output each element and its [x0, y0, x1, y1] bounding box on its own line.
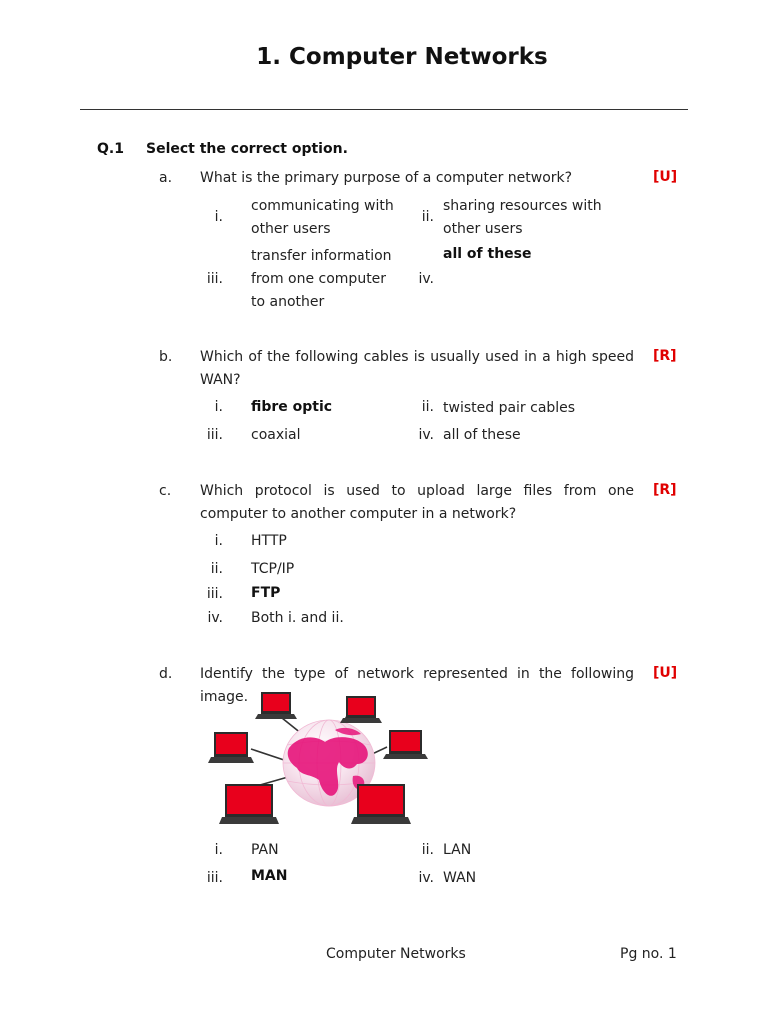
question-letter: b.	[159, 349, 173, 365]
question-letter: d.	[159, 666, 173, 682]
footer-title: Computer Networks	[326, 946, 466, 962]
cognitive-tag: [U]	[653, 169, 678, 185]
option-numeral: iii.	[206, 586, 223, 602]
laptop-icon	[351, 784, 411, 824]
option-text: TCP/IP	[251, 561, 295, 577]
option-numeral: iv.	[207, 610, 223, 626]
option-text: transfer information from one computer to another	[251, 248, 392, 310]
option-text-answer: MAN	[251, 868, 288, 884]
laptop-icon	[219, 784, 279, 824]
option-numeral: iv.	[418, 271, 434, 287]
option-numeral: i.	[214, 399, 223, 415]
question-heading: Select the correct option.	[146, 141, 348, 157]
cognitive-tag: [U]	[653, 665, 678, 681]
option-text: PAN	[251, 842, 279, 858]
option-numeral: iii.	[206, 271, 223, 287]
cognitive-tag: [R]	[653, 348, 677, 364]
option-text: communicating with other users	[251, 198, 394, 237]
question-letter: c.	[159, 483, 172, 499]
question-text: Which of the following cables is usually used in a high speed WAN?	[200, 349, 634, 388]
option-text: WAN	[443, 870, 477, 886]
option-numeral: iii.	[206, 427, 223, 443]
option-text: sharing resources with other users	[443, 198, 602, 237]
option-numeral: iii.	[206, 870, 223, 886]
option-numeral: i.	[214, 209, 223, 225]
option-numeral: iv.	[418, 870, 434, 886]
page-title: 1. Computer Networks	[256, 44, 548, 70]
question-number: Q.1	[97, 141, 124, 157]
option-text-answer: all of these	[443, 246, 532, 262]
title-divider	[80, 109, 688, 110]
page-number: Pg no. 1	[620, 946, 677, 962]
question-letter: a.	[159, 170, 173, 186]
option-numeral: i.	[214, 533, 223, 549]
network-globe-illustration	[205, 690, 435, 830]
option-text: Both i. and ii.	[251, 610, 344, 626]
question-text: Identify the type of network represented in the following image.	[200, 666, 634, 705]
question-text: What is the primary purpose of a computer network?	[200, 170, 573, 186]
option-numeral: ii.	[210, 561, 223, 577]
option-text: coaxial	[251, 427, 301, 443]
option-text: LAN	[443, 842, 472, 858]
option-text-answer: fibre optic	[251, 399, 333, 415]
option-text-answer: FTP	[251, 585, 281, 601]
option-text: all of these	[443, 427, 521, 443]
option-numeral: i.	[214, 842, 223, 858]
laptop-icon	[255, 692, 297, 719]
option-numeral: ii.	[421, 209, 434, 225]
option-numeral: ii.	[421, 399, 434, 415]
option-numeral: iv.	[418, 427, 434, 443]
cognitive-tag: [R]	[653, 482, 677, 498]
question-text: Which protocol is used to upload large files from one computer to another computer in a network?	[200, 483, 634, 522]
laptop-icon	[340, 696, 382, 723]
laptop-icon	[383, 730, 428, 759]
option-text: twisted pair cables	[443, 400, 576, 416]
option-text: HTTP	[251, 533, 287, 549]
laptop-icon	[208, 732, 254, 763]
option-numeral: ii.	[421, 842, 434, 858]
